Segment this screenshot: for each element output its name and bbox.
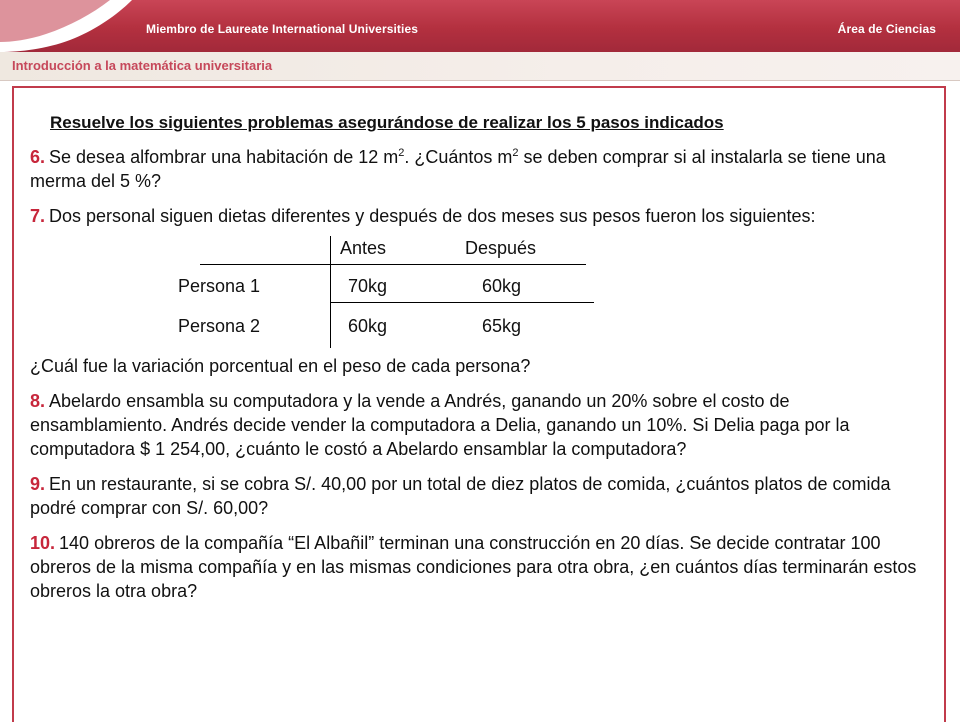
- problem-8: [30, 389, 930, 461]
- problem-10: [30, 531, 930, 603]
- affiliation-text: Miembro de Laureate International Universities: [146, 22, 419, 36]
- column-header-antes: Antes: [340, 238, 387, 258]
- course-title: Introducción a la matemática universitaria: [12, 58, 273, 73]
- problem-text: Dos personal siguen dietas diferentes y después de dos meses sus pesos fueron los siguientes:: [49, 206, 816, 226]
- problem-text: se deben comprar si al instalarla se tiene una merma del 5 %?: [30, 147, 886, 191]
- header-bar: [0, 0, 960, 52]
- course-bar: [0, 52, 960, 81]
- superscript: 2: [398, 147, 405, 159]
- problem-text: Se desea alfombrar una habitación de 12 m: [49, 147, 399, 167]
- problem-6: [30, 145, 930, 193]
- column-header-despues: Después: [465, 238, 537, 258]
- problem-number: 9.: [30, 474, 46, 494]
- problem-7: [30, 204, 930, 228]
- table-cell: 60kg: [482, 276, 522, 296]
- problem-9: [30, 472, 930, 520]
- problem-text: En un restaurante, si se cobra S/. 40,00 por un total de diez platos de comida, ¿cuántos platos de comida podré comprar con S/. 60,00?: [30, 474, 891, 518]
- problem-number: 10.: [30, 533, 56, 553]
- weights-table: [30, 236, 930, 352]
- problem-text: Abelardo ensambla su computadora y la vende a Andrés, ganando un 20% sobre el costo de ensamblamiento. Andrés decide vender la computadora a Delia, ganando un 10%. Si Delia paga por la computadora $ 1 254,00, ¿cuánto le costó a Abelardo ensamblar la computadora?: [30, 391, 850, 459]
- problem-number: 7.: [30, 206, 46, 226]
- table-cell: 65kg: [482, 316, 522, 336]
- superscript: 2: [512, 147, 519, 159]
- problem-number: 6.: [30, 147, 46, 167]
- table-cell: 70kg: [348, 276, 388, 296]
- university-logo: [0, 0, 140, 52]
- row-label: Persona 2: [178, 316, 261, 336]
- row-label: Persona 1: [178, 276, 261, 296]
- table-divider: [330, 236, 331, 348]
- table-divider: [330, 302, 594, 303]
- problem-text: . ¿Cuántos m: [404, 147, 513, 167]
- problem-sheet: [30, 111, 930, 614]
- table-cell: 60kg: [348, 316, 388, 336]
- department-text: Área de Ciencias: [837, 22, 936, 36]
- table-divider: [200, 264, 586, 265]
- problem-text: 140 obreros de la compañía “El Albañil” terminan una construcción en 20 días. Se decide contratar 100 obreros de la misma compañía y en las mismas condiciones para otra obra, ¿en cuántos días terminarán estos obreros la otra obra?: [30, 533, 917, 601]
- problem-number: 8.: [30, 391, 46, 411]
- problem-7-question: ¿Cuál fue la variación porcentual en el peso de cada persona?: [30, 356, 531, 376]
- instructions-heading: Resuelve los siguientes problemas asegurándose de realizar los 5 pasos indicados: [50, 113, 724, 132]
